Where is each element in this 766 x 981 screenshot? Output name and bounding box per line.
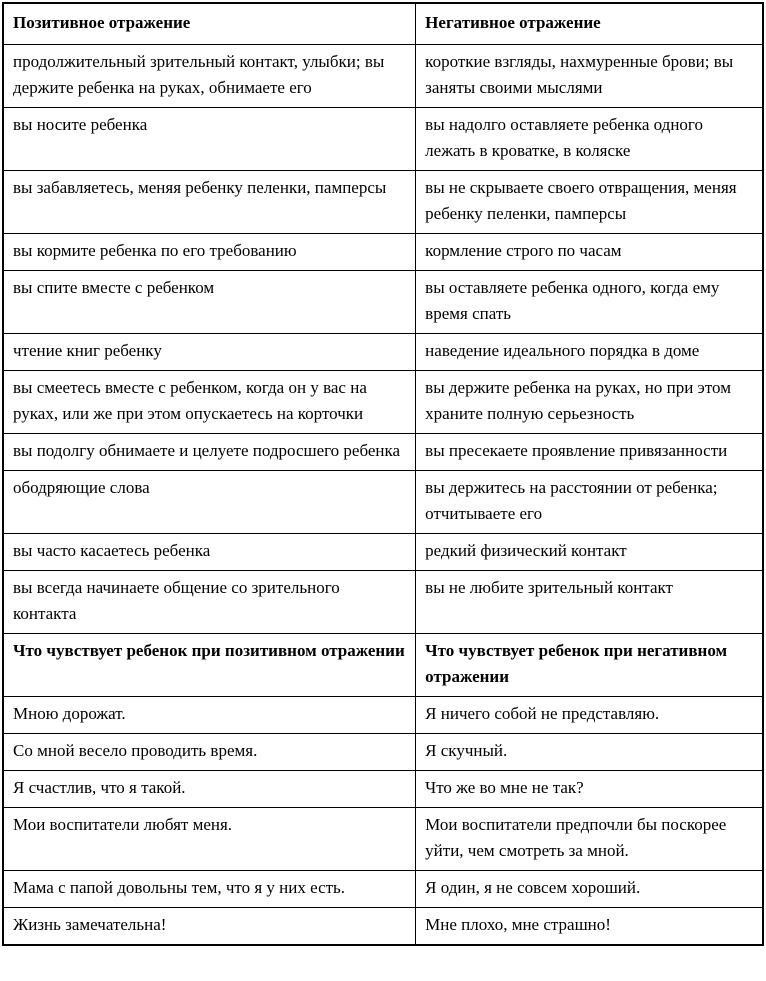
- table-row: [3, 571, 763, 634]
- positive-cell: вы кормите ребенка по его требованию: [3, 234, 416, 271]
- negative-cell: вы оставляете ребенка одного, когда ему время спать: [416, 271, 763, 334]
- negative-cell: вы держитесь на расстоянии от ребенка; отчитываете его: [416, 471, 763, 534]
- table-row: [3, 171, 763, 234]
- table-row: [3, 734, 763, 771]
- negative-cell: редкий физический контакт: [416, 534, 763, 571]
- table-row: [3, 697, 763, 734]
- negative-cell: Я один, я не совсем хороший.: [416, 871, 763, 908]
- negative-cell: Что же во мне не так?: [416, 771, 763, 808]
- negative-cell: Что чувствует ребенок при негативном отражении: [416, 634, 763, 697]
- positive-cell: вы спите вместе с ребенком: [3, 271, 416, 334]
- positive-cell: Мои воспитатели любят меня.: [3, 808, 416, 871]
- positive-cell: вы смеетесь вместе с ребенком, когда он у вас на руках, или же при этом опускаетесь на корточки: [3, 371, 416, 434]
- positive-cell: вы подолгу обнимаете и целуете подросшего ребенка: [3, 434, 416, 471]
- table-row: [3, 908, 763, 946]
- positive-cell: ободряющие слова: [3, 471, 416, 534]
- table-row: [3, 471, 763, 534]
- positive-cell: Мама с папой довольны тем, что я у них есть.: [3, 871, 416, 908]
- negative-cell: Мои воспитатели предпочли бы поскорее уйти, чем смотреть за мной.: [416, 808, 763, 871]
- table-row: [3, 534, 763, 571]
- negative-cell: Я ничего собой не представляю.: [416, 697, 763, 734]
- table-row: [3, 371, 763, 434]
- positive-cell: продолжительный зрительный контакт, улыбки; вы держите ребенка на руках, обнимаете его: [3, 45, 416, 108]
- positive-cell: Со мной весело проводить время.: [3, 734, 416, 771]
- positive-cell: вы забавляетесь, меняя ребенку пеленки, памперсы: [3, 171, 416, 234]
- table-row: [3, 108, 763, 171]
- negative-cell: вы не любите зрительный контакт: [416, 571, 763, 634]
- positive-cell: Что чувствует ребенок при позитивном отражении: [3, 634, 416, 697]
- negative-column-header: Негативное отражение: [416, 3, 763, 45]
- positive-cell: Я счастлив, что я такой.: [3, 771, 416, 808]
- table-row: [3, 434, 763, 471]
- negative-cell: короткие взгляды, нахмуренные брови; вы заняты своими мыслями: [416, 45, 763, 108]
- negative-cell: вы не скрываете своего отвращения, меняя ребенку пеленки, памперсы: [416, 171, 763, 234]
- reflection-table: [2, 2, 764, 946]
- table-row: [3, 871, 763, 908]
- table-header-row: [3, 3, 763, 45]
- table-body: [3, 45, 763, 946]
- positive-cell: вы всегда начинаете общение со зрительного контакта: [3, 571, 416, 634]
- positive-cell: Жизнь замечательна!: [3, 908, 416, 946]
- table-row: [3, 234, 763, 271]
- negative-cell: вы пресекаете проявление привязанности: [416, 434, 763, 471]
- table-subheader-row: [3, 634, 763, 697]
- negative-cell: кормление строго по часам: [416, 234, 763, 271]
- negative-cell: вы надолго оставляете ребенка одного лежать в кроватке, в коляске: [416, 108, 763, 171]
- positive-cell: чтение книг ребенку: [3, 334, 416, 371]
- positive-cell: вы часто касаетесь ребенка: [3, 534, 416, 571]
- negative-cell: наведение идеального порядка в доме: [416, 334, 763, 371]
- table-row: [3, 808, 763, 871]
- positive-column-header: Позитивное отражение: [3, 3, 416, 45]
- table-row: [3, 771, 763, 808]
- table-row: [3, 334, 763, 371]
- negative-cell: Я скучный.: [416, 734, 763, 771]
- table-row: [3, 45, 763, 108]
- positive-cell: Мною дорожат.: [3, 697, 416, 734]
- table-row: [3, 271, 763, 334]
- positive-cell: вы носите ребенка: [3, 108, 416, 171]
- negative-cell: Мне плохо, мне страшно!: [416, 908, 763, 946]
- negative-cell: вы держите ребенка на руках, но при этом храните полную серьезность: [416, 371, 763, 434]
